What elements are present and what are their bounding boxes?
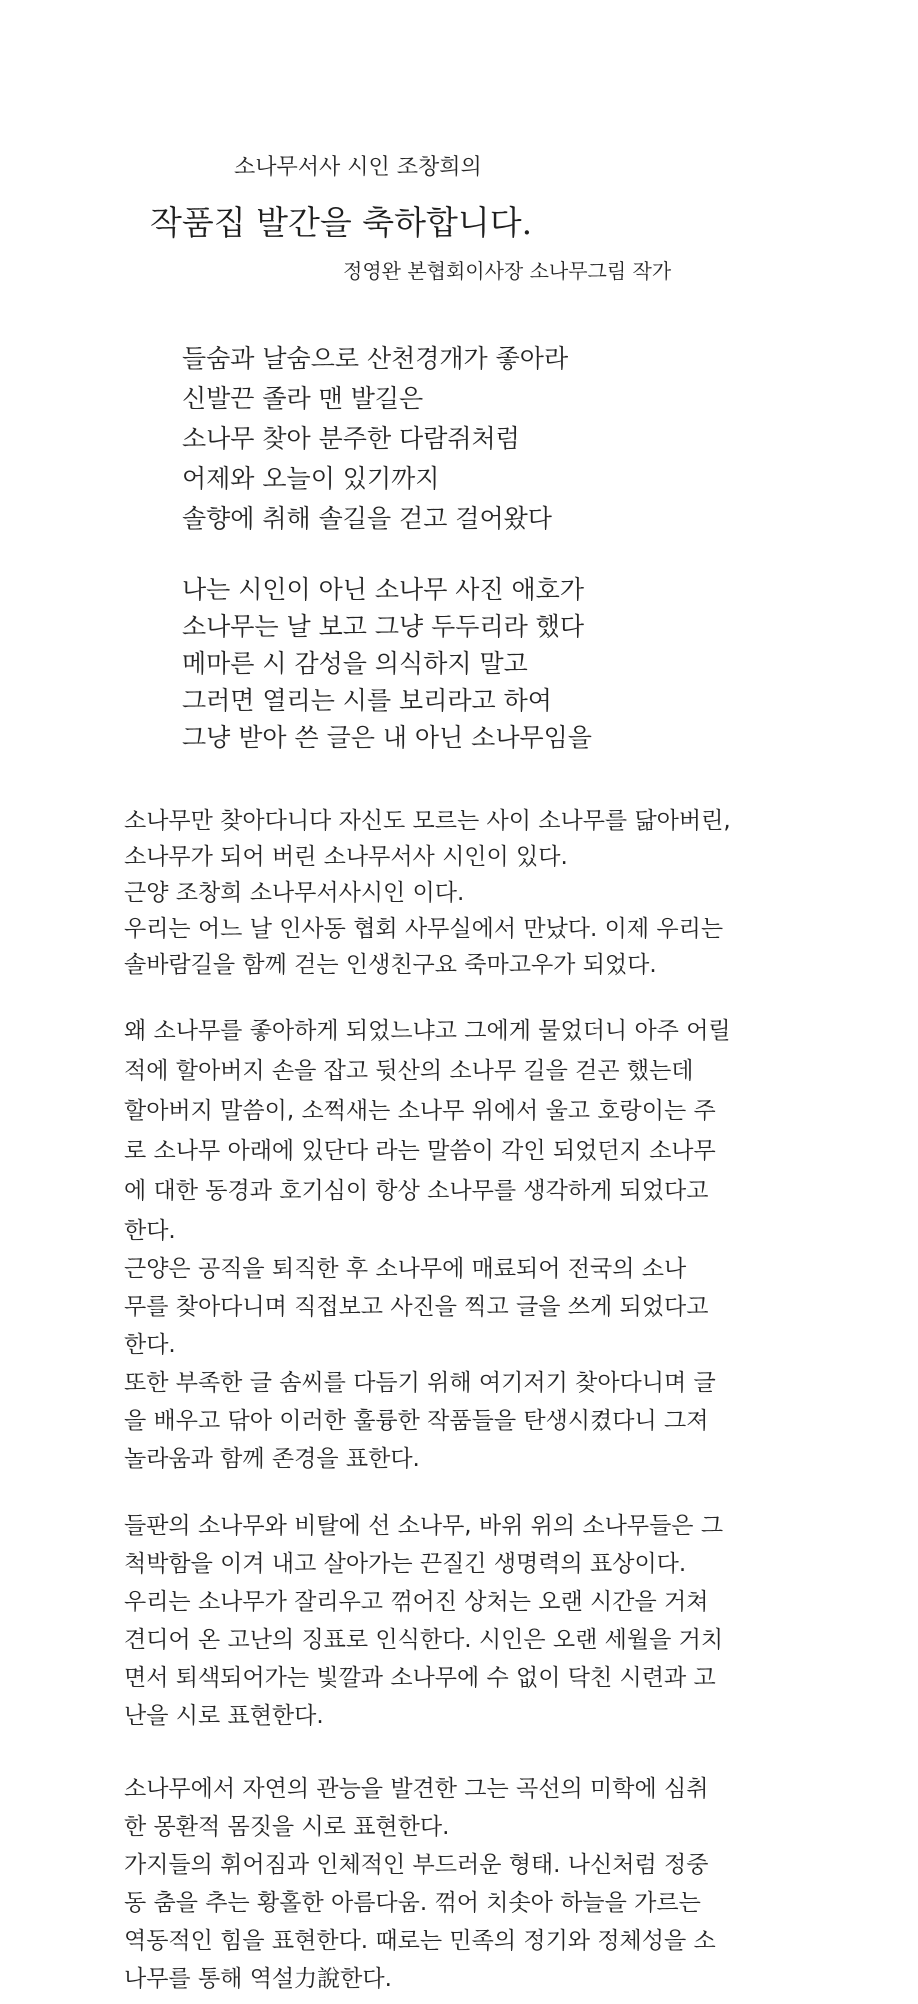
heading-line-1: 소나무서사 시인 조창희의 — [234, 155, 482, 180]
poem-stanza-2 — [182, 571, 592, 756]
text-line: 소나무만 찾아다니다 자신도 모르는 사이 소나무를 닮아버린, — [124, 808, 731, 834]
text-line: 가지들의 휘어짐과 인체적인 부드러운 형태. 나신처럼 정중 — [124, 1852, 709, 1878]
text-line: 솔바람길을 함께 걷는 인생친구요 죽마고우가 되었다. — [124, 952, 657, 978]
body-paragraph-3 — [124, 1250, 716, 1478]
text-line: 적에 할아버지 손을 잡고 뒷산의 소나무 길을 걷곤 했는데 — [124, 1058, 694, 1084]
text-line: 면서 퇴색되어가는 빛깔과 소나무에 수 없이 닥친 시련과 고 — [124, 1665, 716, 1691]
poem-line: 소나무 찾아 분주한 다람쥐처럼 — [182, 424, 520, 453]
text-line: 왜 소나무를 좋아하게 되었느냐고 그에게 물었더니 아주 어릴 — [124, 1018, 731, 1044]
text-line: 근양은 공직을 퇴직한 후 소나무에 매료되어 전국의 소나 — [124, 1256, 687, 1282]
text-line: 소나무가 되어 버린 소나무서사 시인이 있다. — [124, 844, 568, 870]
text-line: 견디어 온 고난의 징표로 인식한다. 시인은 오랜 세월을 거치 — [124, 1627, 724, 1653]
text-line: 놀라움과 함께 존경을 표한다. — [124, 1446, 420, 1472]
text-line: 한 몽환적 몸짓을 시로 표현한다. — [124, 1814, 450, 1840]
text-line: 우리는 어느 날 인사동 협회 사무실에서 만났다. 이제 우리는 — [124, 916, 724, 942]
body-paragraph-5 — [124, 1770, 716, 1998]
text-line: 근양 조창희 소나무서사시인 이다. — [124, 880, 465, 906]
text-line: 우리는 소나무가 잘리우고 꺾어진 상처는 오랜 시간을 거쳐 — [124, 1589, 709, 1615]
text-line: 들판의 소나무와 비탈에 선 소나무, 바위 위의 소나무들은 그 — [124, 1513, 724, 1539]
poem-stanza-1 — [182, 339, 568, 539]
body-paragraph-4 — [124, 1507, 723, 1735]
poem-line: 소나무는 날 보고 그냥 두두리라 했다 — [182, 612, 584, 641]
text-line: 또한 부족한 글 솜씨를 다듬기 위해 여기저기 찾아다니며 글 — [124, 1370, 716, 1396]
text-line: 동 춤을 추는 황홀한 아름다움. 꺾어 치솟아 하늘을 가르는 — [124, 1890, 701, 1916]
poem-line: 그냥 받아 쓴 글은 내 아닌 소나무임을 — [182, 723, 592, 752]
body-paragraph-1 — [124, 803, 731, 983]
text-line: 난을 시로 표현한다. — [124, 1703, 324, 1729]
page-title: 작품집 발간을 축하합니다. — [150, 203, 533, 242]
text-line: 로 소나무 아래에 있단다 라는 말씀이 각인 되었던지 소나무 — [124, 1138, 716, 1164]
text-line: 을 배우고 닦아 이러한 훌륭한 작품들을 탄생시켰다니 그져 — [124, 1408, 709, 1434]
text-line: 에 대한 동경과 호기심이 항상 소나무를 생각하게 되었다고 — [124, 1178, 709, 1204]
text-line: 역동적인 힘을 표현한다. 때로는 민족의 정기와 정체성을 소 — [124, 1928, 716, 1954]
poem-line: 나는 시인이 아닌 소나무 사진 애호가 — [182, 575, 584, 604]
text-line: 할아버지 말씀이, 소쩍새는 소나무 위에서 울고 호랑이는 주 — [124, 1098, 716, 1124]
poem-line: 솔향에 취해 솔길을 걷고 걸어왔다 — [182, 504, 552, 533]
poem-line: 어제와 오늘이 있기까지 — [182, 464, 440, 493]
text-line: 한다. — [124, 1332, 176, 1358]
text-line: 나무를 통해 역설力說한다. — [124, 1966, 392, 1992]
poem-line: 신발끈 졸라 맨 발길은 — [182, 384, 424, 413]
poem-line: 들숨과 날숨으로 산천경개가 좋아라 — [182, 344, 569, 373]
poem-line: 메마른 시 감성을 의식하지 말고 — [182, 649, 528, 678]
poem-line: 그러면 열리는 시를 보리라고 하여 — [182, 686, 552, 715]
text-line: 무를 찾아다니며 직접보고 사진을 찍고 글을 쓰게 되었다고 — [124, 1294, 709, 1320]
author-credit: 정영완 본협회이사장 소나무그림 작가 — [343, 259, 672, 283]
text-line: 한다. — [124, 1218, 176, 1244]
text-line: 척박함을 이겨 내고 살아가는 끈질긴 생명력의 표상이다. — [124, 1551, 687, 1577]
body-paragraph-2 — [124, 1011, 731, 1251]
text-line: 소나무에서 자연의 관능을 발견한 그는 곡선의 미학에 심취 — [124, 1776, 709, 1802]
